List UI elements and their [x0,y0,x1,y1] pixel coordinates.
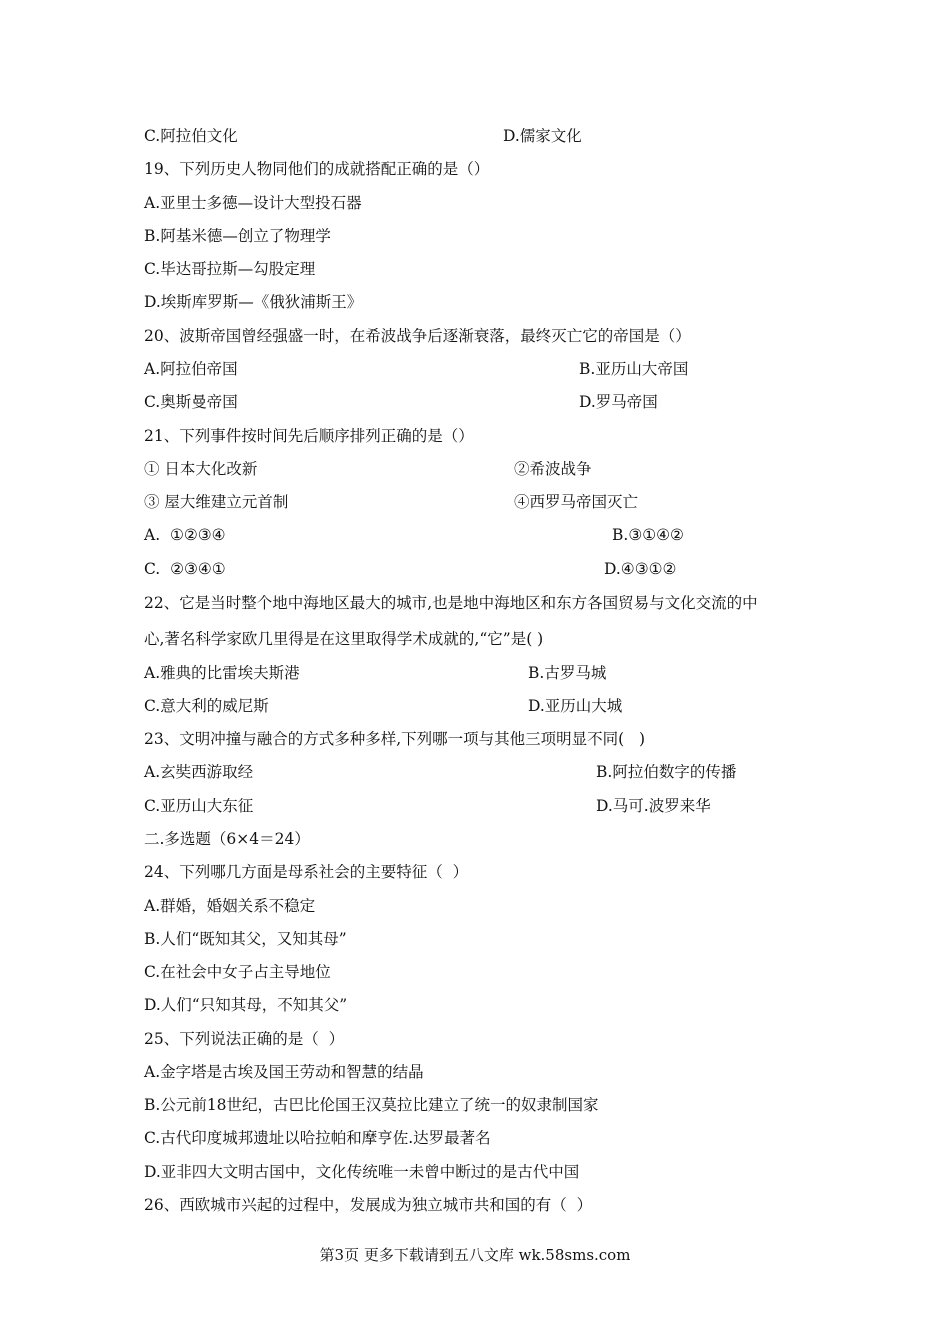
question-21-event-2: ②希波战争 [514,460,592,478]
question-25-option-d: D.亚非四大文明古国中，文化传统唯一未曾中断过的是古代中国 [144,1163,580,1181]
question-24-option-d: D.人们“只知其母，不知其父” [144,996,348,1014]
question-23-option-a: A.玄奘西游取经 [144,763,254,781]
question-22-option-b: B.古罗马城 [528,664,607,682]
question-22-line-2: 心,著名科学家欧几里得是在这里取得学术成就的,“它”是( ) [144,630,544,648]
question-19: 19、下列历史人物同他们的成就搭配正确的是（） [144,160,490,178]
question-23-option-b: B.阿拉伯数字的传播 [596,763,737,781]
question-21-event-3: ③ 屋大维建立元首制 [144,493,289,511]
question-20-option-a: A.阿拉伯帝国 [144,360,238,378]
question-22-option-d: D.亚历山大城 [528,697,623,715]
question-19-option-a: A.亚里士多德—设计大型投石器 [144,194,362,212]
question-26: 26、西欧城市兴起的过程中，发展成为独立城市共和国的有（ ） [144,1196,593,1214]
option-d: D.儒家文化 [503,127,582,145]
option-c: C.阿拉伯文化 [144,127,238,145]
question-20-option-b: B.亚历山大帝国 [579,360,689,378]
question-19-option-b: B.阿基米德—创立了物理学 [144,227,331,245]
question-19-option-d: D.埃斯库罗斯—《俄狄浦斯王》 [144,293,363,311]
question-19-option-c: C.毕达哥拉斯—勾股定理 [144,260,316,278]
question-21-option-c: C. ②③④① [144,560,226,578]
question-25-option-b: B.公元前18世纪，古巴比伦国王汉莫拉比建立了统一的奴隶制国家 [144,1096,599,1114]
section-heading-multiple-choice: 二.多选题（6×4＝24） [144,830,310,848]
question-21-event-1: ① 日本大化改新 [144,460,258,478]
question-21-option-b: B.③①④② [612,526,684,544]
question-25-option-a: A.金字塔是古埃及国王劳动和智慧的结晶 [144,1063,424,1081]
question-25: 25、下列说法正确的是（ ） [144,1030,345,1048]
question-21-option-d: D.④③①② [604,560,677,578]
question-20-option-c: C.奥斯曼帝国 [144,393,238,411]
question-24-option-a: A.群婚，婚姻关系不稳定 [144,897,316,915]
question-23-option-d: D.马可.波罗来华 [596,797,711,815]
question-24-option-c: C.在社会中女子占主导地位 [144,963,331,981]
question-20-option-d: D.罗马帝国 [579,393,658,411]
question-21: 21、下列事件按时间先后顺序排列正确的是（） [144,427,474,445]
question-23-option-c: C.亚历山大东征 [144,797,254,815]
question-23: 23、文明冲撞与融合的方式多种多样,下列哪一项与其他三项明显不同( ) [144,730,646,748]
question-24: 24、下列哪几方面是母系社会的主要特征（ ） [144,863,469,881]
page-footer: 第3页 更多下载请到五八文库 wk.58sms.com [319,1246,631,1264]
question-21-event-4: ④西罗马帝国灭亡 [514,493,639,511]
question-25-option-c: C.古代印度城邦遗址以哈拉帕和摩亨佐.达罗最著名 [144,1129,491,1147]
question-24-option-b: B.人们“既知其父，又知其母” [144,930,347,948]
question-21-option-a: A. ①②③④ [144,526,226,544]
question-22-option-a: A.雅典的比雷埃夫斯港 [144,664,300,682]
question-22-line-1: 22、它是当时整个地中海地区最大的城市,也是地中海地区和东方各国贸易与文化交流的中 [144,594,758,612]
question-20: 20、波斯帝国曾经强盛一时，在希波战争后逐渐衰落，最终灭亡它的帝国是（） [144,327,691,345]
question-22-option-c: C.意大利的威尼斯 [144,697,269,715]
